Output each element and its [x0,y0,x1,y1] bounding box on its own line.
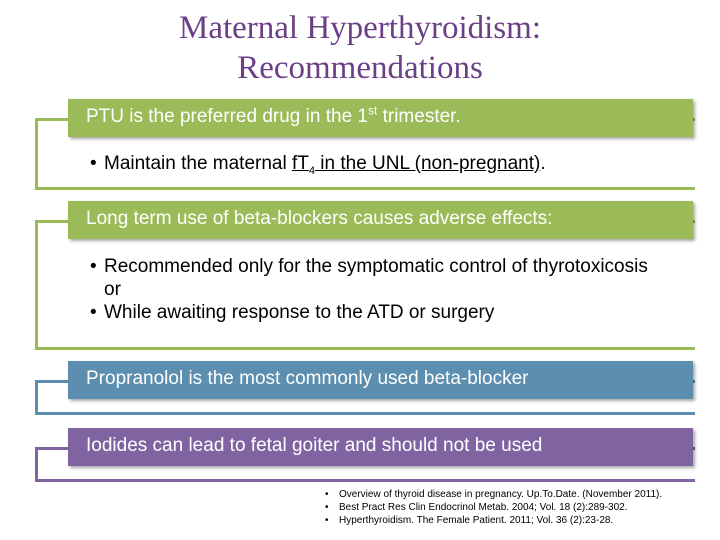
section-1-header [68,99,693,137]
bullet-dot: • [325,489,329,500]
ft4-term-base: fT [292,153,309,174]
bullet-item [90,255,650,301]
section-1-bullets [90,152,690,175]
page-title [0,8,720,88]
bullet-text-underlined: in the UNL (non-pregnant) [315,153,541,174]
reference-text: Hyperthyroidism. The Female Patient. 2011; Vol. 36 (2):23-28. [339,515,614,526]
section-3-header: Propranolol is the most commonly used beta-blocker [68,361,693,399]
reference-text: Best Pract Res Clin Endocrinol Metab. 2004; Vol. 18 (2):289-302. [339,502,628,513]
title-line-2: Recommendations [237,50,483,86]
section-1-header-text-end: trimester. [377,106,461,127]
title-line-1: Maternal Hyperthyroidism: [178,10,541,46]
bullet-dot: • [90,153,97,174]
bullet-text-pre: Maintain the maternal [104,153,292,174]
references-list [325,488,662,527]
bullet-text-post: . [540,153,546,174]
bullet-item [90,301,650,324]
bullet-dot: • [325,502,329,513]
bullet-dot: • [90,256,97,277]
bullet-dot: • [90,302,97,323]
section-2-header: Long term use of beta-blockers causes adverse effects: [68,201,693,239]
bullet-text: Recommended only for the symptomatic control of thyrotoxicosis or [104,256,648,300]
section-1-header-text: PTU is the preferred drug in the 1 [86,106,368,127]
section-2-bullets [90,255,650,324]
ft4-term [292,153,541,177]
reference-text: Overview of thyroid disease in pregnancy. Up.To.Date. (November 2011). [339,489,663,500]
ft4-subscript: 4 [308,164,316,177]
bullet-text: While awaiting response to the ATD or surgery [104,302,495,323]
section-1-header-sup: st [367,103,378,118]
bullet-dot: • [325,515,329,526]
reference-item [325,514,662,527]
reference-item [325,488,662,501]
reference-item [325,501,662,514]
bullet-item [90,152,690,175]
section-4-header: Iodides can lead to fetal goiter and should not be used [68,428,693,466]
